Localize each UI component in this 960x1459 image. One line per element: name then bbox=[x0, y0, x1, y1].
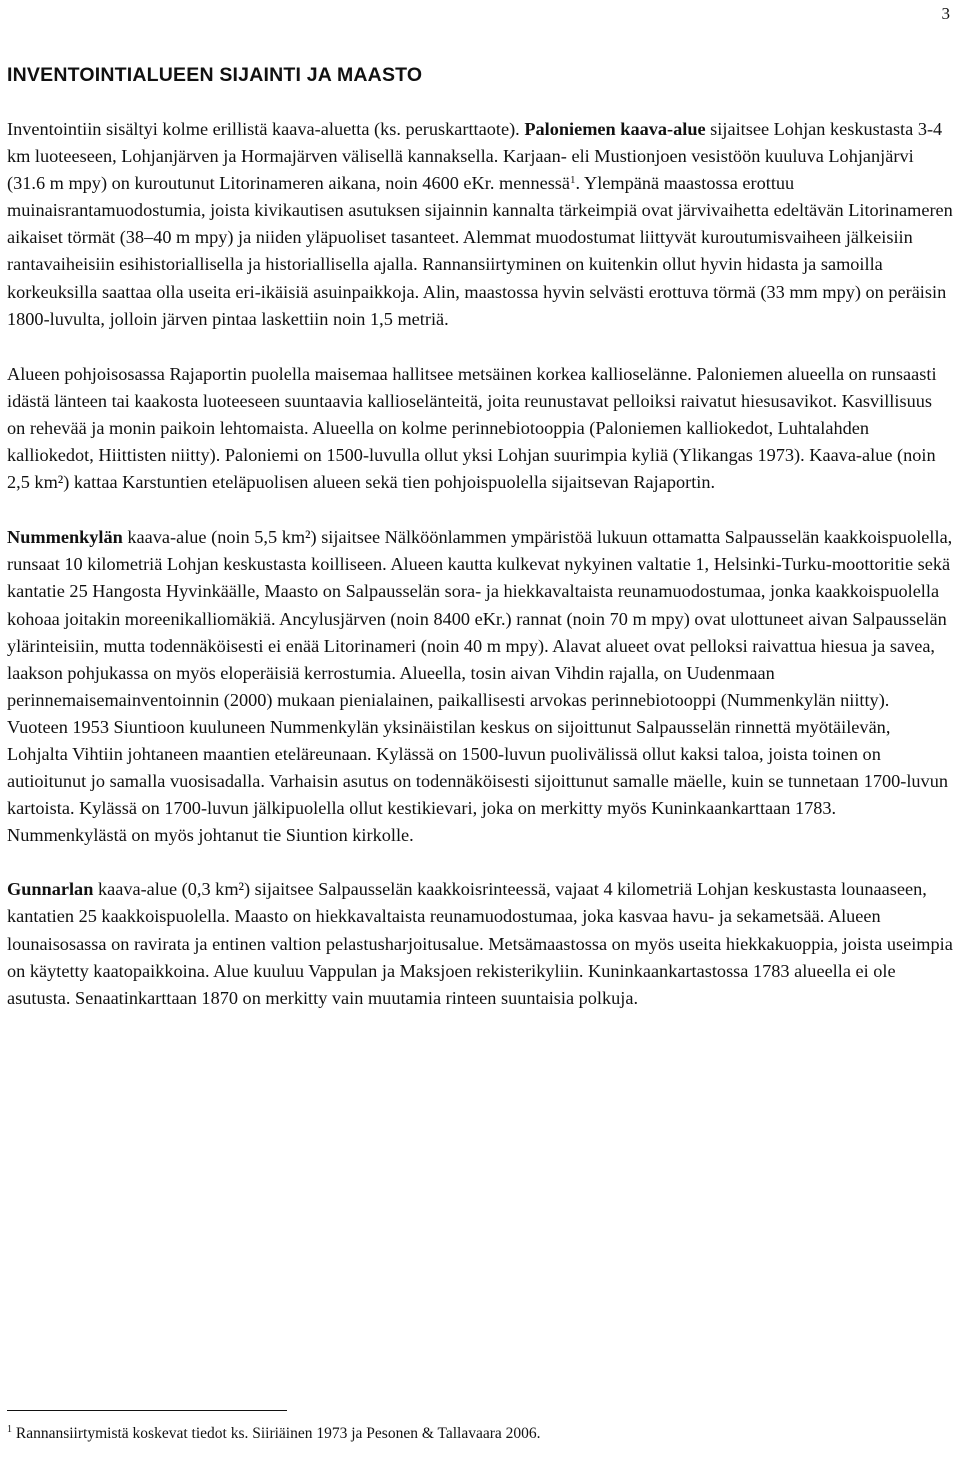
page-number: 3 bbox=[941, 4, 950, 23]
area-name-gunnarla: Gunnarlan bbox=[7, 879, 94, 900]
paragraph-paloniemi-intro bbox=[7, 116, 953, 333]
paragraph-paloniemi-landscape: Alueen pohjoisosassa Rajaportin puolella maisemaa hallitsee metsäinen korkea kallioselänne. Paloniemen alueella on runsaasti idästä länteen tai kaakosta luoteeseen suuntaavia kallioselänteitä, joita reunustavat pelloiksi raivatut hiesusavikot. Kasvillisuus on rehevää ja monin paikoin lehtomaista. Alueella on kolme perinnebiotooppia (Paloniemen kalliokedot, Luhtalahden kalliokedot, Hiittisten niitty). Paloniemi on 1500-luvulla ollut yksi Lohjan suurimpia kyliä (Ylikangas 1973). Kaava-alue (noin 2,5 km²) kattaa Karstuntien eteläpuolisen alueen sekä tien pohjoispuolella sijaitsevan Rajaportin. bbox=[7, 363, 937, 493]
footnote bbox=[7, 1425, 541, 1443]
area-name-paloniemi: Paloniemen kaava-alue bbox=[524, 119, 706, 139]
footnote-text: Rannansiirtymistä koskevat tiedot ks. Siiriäinen 1973 ja Pesonen & Tallavaara 2006. bbox=[12, 1425, 541, 1442]
footnote-reference: 1 bbox=[570, 174, 576, 187]
paragraph-text: kaava-alue (0,3 km²) sijaitsee Salpausselän kaakkoisrinteessä, vajaat 4 kilometriä Lohjan keskustasta lounaaseen, kantatien 25 kaakkoispuolella. Maasto on hiekkavaltaista reunamuodostumaa, joka kasvaa havu- ja sekametsää. Alueen lounaisosassa on ravirata ja entinen valtion pelastusharjoitusalue. Metsämaastossa on myös useita hiekkakuoppia, joista useimpia on käytetty kaatopaikkoina. Alue kuuluu Vappulan ja Maksjoen rekisterikyliin. Kuninkaankartastossa 1783 alueella ei ole asutusta. Senaatinkarttaan 1870 on merkitty vain muutamia rinteen suuntaisia polkuja. bbox=[7, 879, 953, 1008]
paragraph-text: . Ylempänä maastossa erottuu muinaisrantamuodostumia, joista kivikautisen asutuksen sijainnin kannalta tärkeimpiä ovat järvivaihetta edeltävän Litorinameren aikaiset törmät (38–40 m mpy) ja niiden yläpuoliset tasanteet. Alemmat muodostumat liittyvät kuroutumisvaiheen jälkeisiin rantavaiheisiin esihistoriallisella ja historiallisella ajalla. Rannansiirtyminen on kuitenkin ollut hyvin hidasta ja samoilla korkeuksilla saattaa olla useita eri-ikäisiä asuinpaikkoja. Alin, maastossa hyvin selvästi erottuva törmä (33 mm mpy) on peräisin 1800-luvulta, jolloin järven pintaa laskettiin noin 1,5 metriä. bbox=[7, 173, 953, 329]
paragraph-text: kaava-alue (noin 5,5 km²) sijaitsee Nälköönlammen ympäristöä lukuun ottamatta Salpausselän kaakkoispuolella, runsaat 10 kilometriä Lohjan keskustasta koilliseen. Alueen kautta kulkevat nykyinen valtatie 1, Helsinki-Turku-moottoritie sekä kantatie 25 Hangosta Hyvinkäälle, Maasto on Salpausselän sora- ja hiekkavaltaista reunamuodostumaa, jonka kaakkoispuolella kohoaa joitakin moreenikalliomäkiä. Ancylusjärven (noin 8400 eKr.) rannat (noin 70 m mpy) ovat ulottuneet aivan Salpausselän ylärinteisiin, mutta todennäköisesti ei enää Litorinameri (noin 40 m mpy). Alavat alueet ovat pelloksi raivattua hiesua ja savea, laakson pohjukassa on myös eloperäisiä kerrostumia. Alueella, tosin aivan Vihdin rajalla, on Uudenmaan perinnemaisemainventoinnin (2000) mukaan pienialainen, paikallisesti arvokas perinnebiotooppi (Nummenkylän niitty). Vuoteen 1953 Siuntioon kuuluneen Nummenkylän yksinäistilan keskus on sijoittunut Salpausselän rinnettä myötäilevän, Lohjalta Vihtiin johtaneen maantien eteläreunaan. Kylässä on 1500-luvun puolivälissä ollut kaksi taloa, joista toinen on autioitunut jo samalla vuosisadalla. Varhaisin asutus on todennäköisesti sijoittunut samalle mäelle, kuin se tunnetaan 1700-luvun kartoista. Kylässä on 1700-luvun jälkipuolella ollut kestikievari, joka on merkitty myös Kuninkaankarttaan 1783. Nummenkylästä on myös johtanut tie Siuntion kirkolle. bbox=[7, 527, 953, 846]
paragraph-text: sijaitsee Lohjan keskustasta 3-4 km luoteeseen, Lohjanjärven ja Hormajärven välisellä kannaksella. Karjaan- eli Mustionjoen vesistöön kuuluva Lohjanjärvi (31.6 m mpy) on kuroutunut Litorinameren aikana, noin 4600 eKr. mennessä bbox=[7, 119, 943, 194]
paragraph-gunnarla bbox=[7, 876, 953, 1011]
footnote-divider bbox=[7, 1410, 287, 1411]
paragraph-nummenkyla bbox=[7, 524, 953, 849]
paragraph-text: Inventointiin sisältyi kolme erillistä kaava-aluetta (ks. peruskarttaote). bbox=[7, 119, 525, 139]
area-name-nummenkyla: Nummenkylän bbox=[7, 527, 123, 548]
footnote-marker: 1 bbox=[7, 1424, 12, 1435]
section-heading: INVENTOINTIALUEEN SIJAINTI JA MAASTO bbox=[7, 64, 423, 86]
body-text bbox=[7, 116, 953, 1012]
